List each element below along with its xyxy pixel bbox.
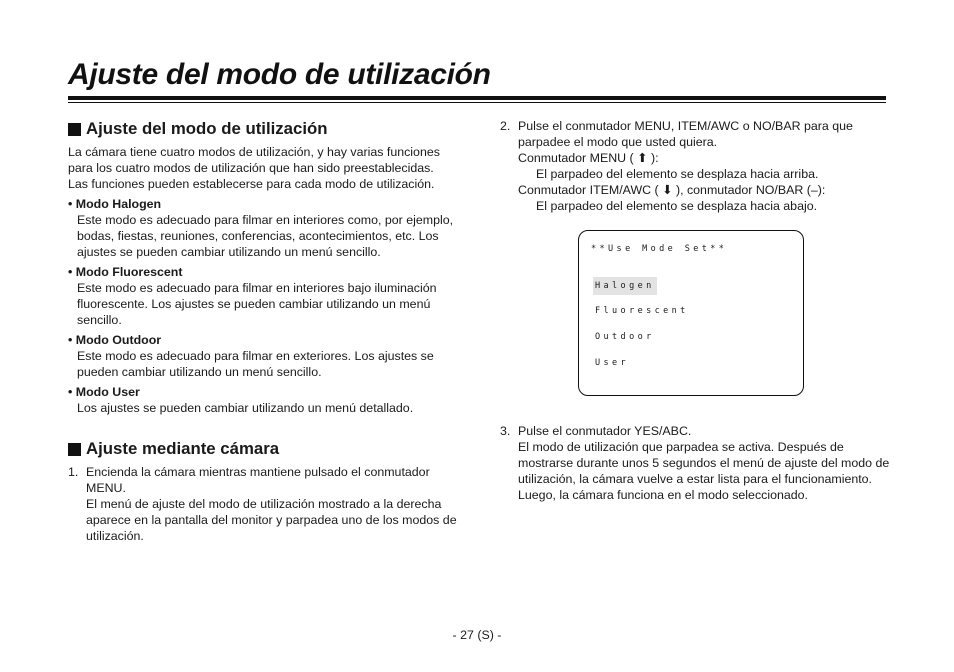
screen-option-user: User xyxy=(595,358,630,368)
left-column xyxy=(68,118,460,544)
intro-paragraph-2: Las funciones pueden establecerse para cada modo de utilización. xyxy=(68,177,435,191)
intro-paragraph: La cámara tiene cuatro modos de utilización, y hay varias funciones para los cuatro modos de utilización que han sido preestablecidas. xyxy=(68,145,440,175)
mode-name: Modo Outdoor xyxy=(75,333,162,347)
switch-menu-line: Conmutador MENU ( ⬆ ): xyxy=(518,151,659,165)
square-bullet-icon xyxy=(68,443,81,456)
section-heading-text: Ajuste del modo de utilización xyxy=(86,119,328,138)
mode-desc: Este modo es adecuado para filmar en interiores bajo iluminación fluorescente. Los ajustes se pueden cambiar utilizando un menú sencillo. xyxy=(77,281,437,327)
switch-item-line: Conmutador ITEM/AWC ( ⬇ ), conmutador NO/BAR (–): xyxy=(518,183,826,197)
screen-title: **Use Mode Set** xyxy=(591,244,728,254)
step-2 xyxy=(500,118,890,214)
section-heading-text: Ajuste mediante cámara xyxy=(86,439,280,458)
right-column xyxy=(500,118,890,503)
switch-menu-desc: El parpadeo del elemento se desplaza hacia arriba. xyxy=(536,167,819,181)
page-title: Ajuste del modo de utilización xyxy=(68,58,491,91)
step-3 xyxy=(500,423,890,503)
mode-desc: Los ajustes se pueden cambiar utilizando un menú detallado. xyxy=(77,401,414,415)
step-number: 3. xyxy=(500,424,511,438)
monitor-screen-illustration xyxy=(578,230,804,396)
mode-desc: Este modo es adecuado para filmar en exteriores. Los ajustes se pueden cambiar utilizando un menú sencillo. xyxy=(77,349,434,379)
square-bullet-icon xyxy=(68,123,81,136)
mode-item-halogen: • Modo Halogen Este modo es adecuado para filmar en interiores como, por ejemplo, bodas, fiestas, reuniones, conferencias, acontecimientos, etc. Los ajustes se pueden cambiar utilizando un menú sencillo. xyxy=(68,196,460,260)
mode-name: Modo Fluorescent xyxy=(75,265,183,279)
section-heading-camera xyxy=(68,438,460,460)
mode-item-outdoor: • Modo Outdoor Este modo es adecuado para filmar en exteriores. Los ajustes se pueden cambiar utilizando un menú sencillo. xyxy=(68,332,460,380)
step-text: Pulse el conmutador MENU, ITEM/AWC o NO/BAR para que parpadee el modo que usted quiera. xyxy=(518,119,853,149)
screen-option-halogen: Halogen xyxy=(593,277,657,295)
step-number: 2. xyxy=(500,119,511,133)
step-text-3: Luego, la cámara funciona en el modo seleccionado. xyxy=(518,488,808,502)
page-number: - 27 (S) - xyxy=(452,628,502,642)
mode-desc: Este modo es adecuado para filmar en interiores como, por ejemplo, bodas, fiestas, reuniones, conferencias, acontecimientos, etc. Los ajustes se pueden cambiar utilizando un menú sencillo. xyxy=(77,213,454,259)
mode-item-fluorescent: • Modo Fluorescent Este modo es adecuado para filmar en interiores bajo iluminación fluorescente. Los ajustes se pueden cambiar utilizando un menú sencillo. xyxy=(68,264,460,328)
step-text: Pulse el conmutador YES/ABC. xyxy=(518,424,692,438)
screen-option-outdoor: Outdoor xyxy=(595,332,655,342)
step-text-2: El menú de ajuste del modo de utilización mostrado a la derecha aparece en la pantalla del monitor y parpadea uno de los modos de utilización. xyxy=(86,497,457,543)
step-1 xyxy=(68,464,460,544)
title-rule-thin xyxy=(68,102,886,103)
step-text: Encienda la cámara mientras mantiene pulsado el conmutador MENU. xyxy=(86,465,430,495)
mode-name: Modo Halogen xyxy=(75,197,162,211)
step-number: 1. xyxy=(68,465,79,479)
mode-name: Modo User xyxy=(75,385,140,399)
mode-item-user: • Modo User Los ajustes se pueden cambiar utilizando un menú detallado. xyxy=(68,384,460,416)
screen-option-fluorescent: Fluorescent xyxy=(595,306,689,316)
section-heading-mode xyxy=(68,118,460,140)
step-text-2: El modo de utilización que parpadea se activa. Después de mostrarse durante unos 5 segundos el menú de ajuste del modo de utilización, la cámara vuelve a estar lista para el funcionamiento. xyxy=(518,440,890,486)
switch-item-desc: El parpadeo del elemento se desplaza hacia abajo. xyxy=(536,199,818,213)
title-rule-thick xyxy=(68,96,886,100)
